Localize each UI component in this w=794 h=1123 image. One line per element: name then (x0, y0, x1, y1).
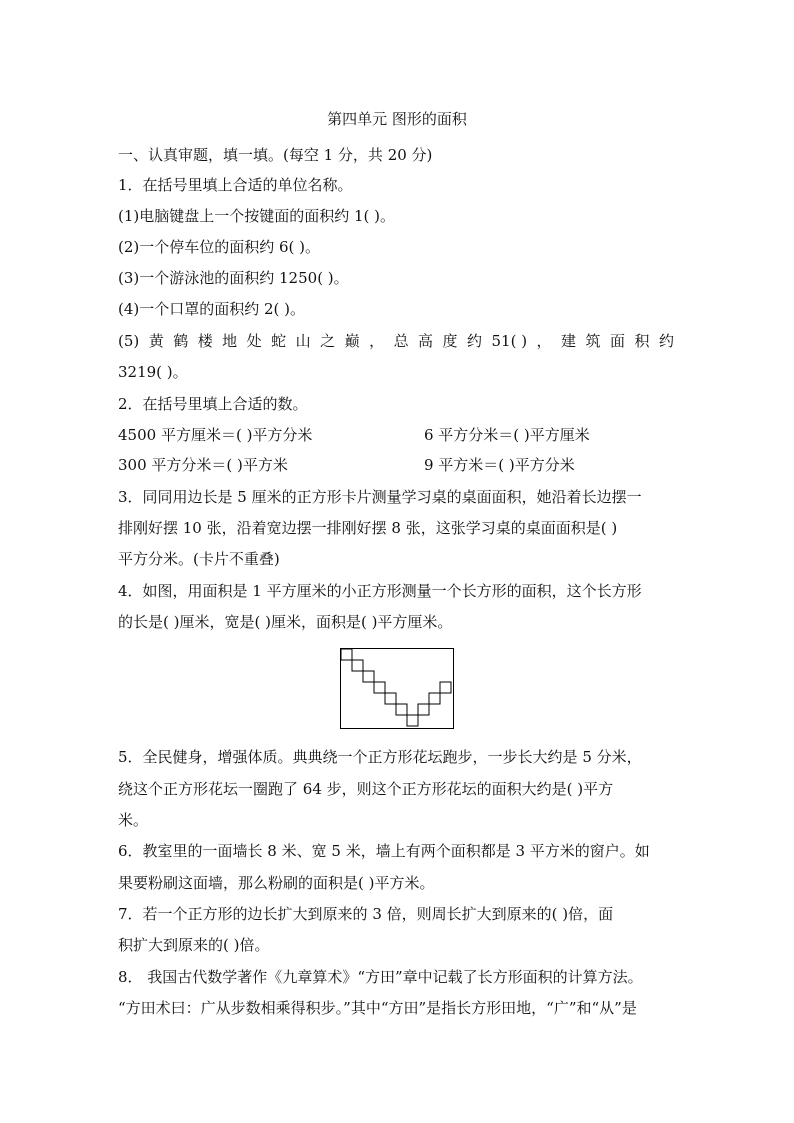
justified-char: 筑 (585, 332, 601, 350)
unit-square (440, 682, 451, 693)
page-title: 第四单元 图形的面积 (327, 110, 467, 128)
justified-char: 度 (442, 332, 458, 350)
justified-char: 山 (295, 332, 311, 350)
unit-square (374, 682, 385, 693)
question-1-item-5-line-2: 3219( )。 (118, 363, 188, 381)
justified-char: 之 (320, 332, 336, 350)
question-2-item-2: 6 平方分米＝( )平方厘米 (424, 426, 590, 444)
question-3-line-3: 平方分米。(卡片不重叠) (118, 550, 280, 568)
justified-char: 蛇 (271, 332, 287, 350)
question-4-line-2: 的长是( )厘米，宽是( )厘米，面积是( )平方厘米。 (118, 613, 453, 631)
question-1-item-4: (4)一个口罩的面积约 2( )。 (118, 300, 306, 318)
question-7-line-2: 积扩大到原来的( )倍。 (118, 936, 270, 954)
question-8-line-2: “方田术曰：广从步数相乘得积步。”其中“方田”是指长方形田地，“广”和“从”是 (118, 999, 637, 1017)
justified-char: 总 (393, 332, 409, 350)
justified-char: 约 (467, 332, 483, 350)
justified-char: ， (369, 332, 385, 350)
unit-square (363, 671, 374, 682)
question-6-line-1: 6．教室里的一面墙长 8 米、宽 5 米，墙上有两个面积都是 3 平方米的窗户。如 (118, 842, 650, 860)
question-1-item-3: (3)一个游泳池的面积约 1250( )。 (118, 269, 349, 287)
question-2-item-3: 300 平方分米＝( )平方米 (118, 456, 288, 474)
justified-char: 巅 (344, 332, 360, 350)
question-6-line-2: 果要粉刷这面墙，那么粉刷的面积是( )平方米。 (118, 874, 435, 892)
question-2-item-1: 4500 平方厘米＝( )平方分米 (118, 426, 313, 444)
question-4-line-1: 4．如图，用面积是 1 平方厘米的小正方形测量一个长方形的面积，这个长方形 (118, 582, 642, 600)
justified-char: 建 (561, 332, 577, 350)
justified-char: 约 (658, 332, 674, 350)
unit-square (352, 660, 363, 671)
section-heading: 一、认真审题，填一填。(每空 1 分，共 20 分) (118, 146, 433, 164)
justified-char: 黄 (148, 332, 164, 350)
justified-char: ， (536, 332, 552, 350)
question-7-line-1: 7．若一个正方形的边长扩大到原来的 3 倍，则周长扩大到原来的( )倍，面 (118, 905, 614, 923)
question-5-line-2: 绕这个正方形花坛一圈跑了 64 步，则这个正方形花坛的面积大约是( )平方 (118, 780, 614, 798)
question-5-line-3: 米。 (118, 811, 149, 829)
question-2-stem: 2．在括号里填上合适的数。 (118, 395, 308, 413)
justified-char: 鹤 (173, 332, 189, 350)
question-1-item-2: (2)一个停车位的面积约 6( )。 (118, 238, 321, 256)
unit-square (429, 693, 440, 704)
unit-square (396, 704, 407, 715)
justified-char: 面 (609, 332, 625, 350)
justified-char: 地 (222, 332, 238, 350)
justified-char: 处 (246, 332, 262, 350)
justified-char: 积 (634, 332, 650, 350)
unit-square (385, 693, 396, 704)
justified-char: 楼 (197, 332, 213, 350)
justified-char: (5) (118, 332, 140, 350)
unit-square (407, 715, 418, 726)
justified-char: 51( ) (491, 332, 528, 350)
question-5-line-1: 5．全民健身，增强体质。典典绕一个正方形花坛跑步，一步长大约是 5 分米， (118, 748, 642, 766)
justified-char: 高 (418, 332, 434, 350)
question-3-line-1: 3．同同用边长是 5 厘米的正方形卡片测量学习桌的桌面面积，她沿着长边摆一 (118, 488, 642, 506)
rectangle-grid-figure (340, 648, 454, 729)
unit-square (418, 704, 429, 715)
question-1-item-1: (1)电脑键盘上一个按键面的面积约 1( )。 (118, 207, 396, 225)
question-8-line-1: 8． 我国古代数学著作《九章算术》“方田”章中记载了长方形面积的计算方法。 (118, 968, 643, 986)
question-3-line-2: 排刚好摆 10 张，沿着宽边摆一排刚好摆 8 张，这张学习桌的桌面面积是( ) (118, 519, 618, 537)
unit-square (341, 649, 352, 660)
question-1-item-5-line-1 (118, 331, 674, 351)
question-2-item-4: 9 平方米＝( )平方分米 (424, 456, 575, 474)
question-1-stem: 1．在括号里填上合适的单位名称。 (118, 176, 353, 194)
